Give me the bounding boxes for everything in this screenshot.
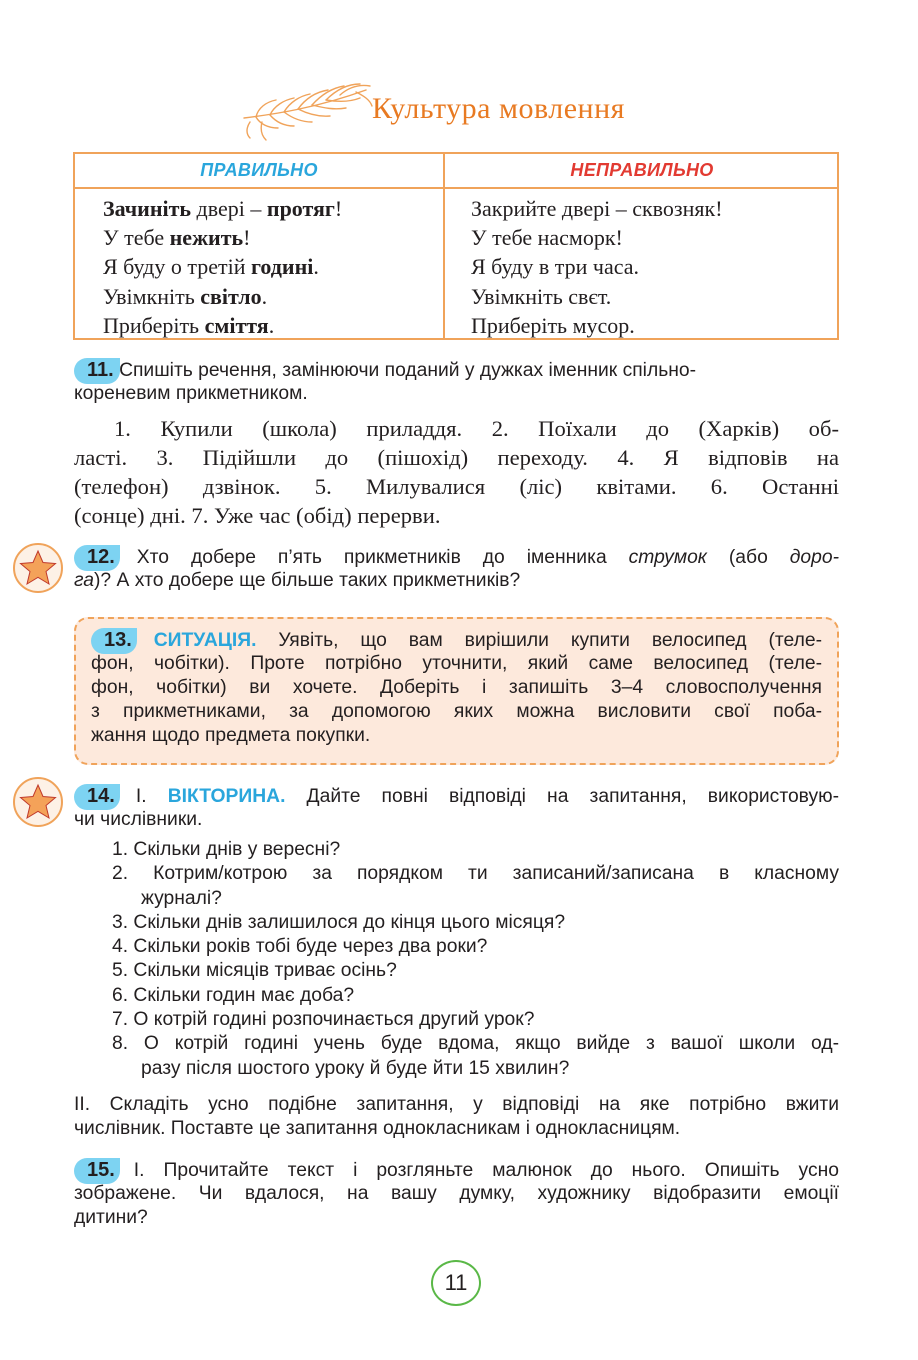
phrase-text: . [313,254,319,280]
situation-label: СИТУАЦІЯ. [153,630,257,651]
exercise-11-task-line-2: кореневим прикметником. [74,383,308,404]
task-text: )? А хто добере ще більше таких прикметників? [94,570,521,591]
incorrect-phrase: Я буду в три часа. [471,254,640,280]
exercise-number: 15. [87,1159,115,1181]
correct-word: сміття [204,312,269,338]
correct-phrase [103,194,342,223]
correct-phrase [103,252,342,281]
quiz-question: разу після шостого уроку й буде йти 15 хвилин? [141,1057,570,1079]
quiz-question: журналі? [141,887,222,909]
phrase-text: Я буду о третій [103,254,251,280]
exercise-15-line: зображене. Чи вдалося, на вашу думку, художнику відобразити емоції [74,1183,839,1204]
task-text: Уявіть, що вам вирішили купити велосипед (теле- [256,630,822,651]
exercise-12-line-2 [74,569,520,593]
task-text: Дайте повні відповіді на запитання, використовую- [285,786,840,807]
table-divider [443,154,445,338]
quiz-question: 8. О котрій годині учень буде вдома, якщо вийде з вашої школи од- [112,1033,839,1055]
exercise-number: 11. [87,359,114,381]
phrase-text: У тебе [103,225,170,251]
quiz-question: 3. Скільки днів залишилося до кінця цього місяця? [112,911,566,933]
column-header-correct: ПРАВИЛЬНО [200,160,318,180]
quiz-question: 2. Котрим/котрою за порядком ти записаний/записана в класному [112,863,839,885]
exercise-number: 13. [104,629,132,651]
correct-phrase [103,282,342,311]
correct-word: нежить [169,225,244,251]
quiz-question: 6. Скільки годин має доба? [112,984,355,1006]
task-text: І. Прочитайте текст і розгляньте малюнок до нього. Опишіть усно [133,1160,839,1181]
task-text: (або [706,547,790,568]
phrase-text: ! [243,225,251,251]
phrase-text: . [261,283,268,309]
incorrect-phrase: У тебе насморк! [471,225,623,251]
exercise-number: 14. [87,785,115,807]
correct-word: годині [250,254,314,280]
exercise-15-line: дитини? [74,1207,148,1228]
exercise-13-line: фон, чобітки). Проте потрібно уточнити, який саме велосипед (теле- [91,653,822,674]
correct-column [103,194,342,340]
phrase-text: Увімкніть [103,283,201,309]
quiz-question: 1. Скільки днів у вересні? [112,839,341,860]
exercise-13-line: з прикметниками, за допомогою яких можна висловити свої поба- [91,701,822,722]
correct-phrase [103,223,342,252]
phrase-text: Приберіть [103,312,205,338]
exercise-13-line-1 [104,628,822,653]
exercise-14-line-1 [87,784,839,809]
quiz-question: 7. О котрій годині розпочинається другий урок? [112,1009,535,1031]
task-text-italic: доро- [789,547,840,568]
phrase-text: . [268,312,275,338]
exercise-14-part2-line: ІІ. Складіть усно подібне запитання, у відповіді на яке потрібно вжити [74,1094,839,1115]
quiz-question: 5. Скільки місяців триває осінь? [112,960,397,982]
part-label: І. [135,786,147,807]
correct-incorrect-table [73,152,839,340]
task-text: Спишіть речення, замінюючи поданий у дужках іменник спільно- [119,360,697,381]
exercise-11-text-line: (телефон) дзвінок. 5. Милувалися (ліс) квітами. 6. Останні [74,474,839,499]
exercise-15-line-1 [87,1158,839,1183]
task-text: Хто добере п’ять прикметників до іменника [136,547,629,568]
exercise-11-text-line: (сонце) дні. 7. Уже час (обід) перерви. [74,503,441,528]
exercise-14-line-2: чи числівники. [74,809,203,830]
incorrect-phrase: Приберіть мусор. [471,312,635,338]
quiz-label: ВІКТОРИНА. [167,786,286,807]
exercise-11-text-line: 1. Купили (школа) приладдя. 2. Поїхали до (Харків) об- [114,416,839,441]
exercise-11-text-line: ласті. 3. Підійшли до (пішохід) переходу. 4. Я відповів на [74,445,839,470]
exercise-13-line: жання щодо предмета покупки. [91,725,371,746]
star-icon [12,542,64,594]
correct-phrase [103,311,342,340]
section-title: Культура мовлення [372,92,625,125]
exercise-11-task-line-1 [87,358,696,383]
correct-word: протяг [266,196,335,221]
task-text-italic: струмок [628,547,707,568]
correct-word: світло [200,283,262,309]
exercise-13-line: фон, чобітки) ви хочете. Доберіть і запишіть 3–4 словосполучення [91,677,822,698]
correct-word: Зачиніть [103,196,192,221]
incorrect-column [471,194,723,340]
column-header-incorrect: НЕПРАВИЛЬНО [570,160,714,180]
incorrect-phrase: Закрийте двері – сквозняк! [471,196,723,221]
phrase-text: ! [334,196,343,221]
quiz-questions [112,838,839,1081]
exercise-12-line-1 [87,545,839,570]
task-text-italic: га [74,570,95,591]
quiz-question: 4. Скільки років тобі буде через два роки? [112,936,488,958]
exercise-number: 12. [87,546,115,568]
phrase-text: двері – [191,196,267,221]
incorrect-phrase: Увімкніть свєт. [471,283,612,309]
exercise-14-part2-line: числівник. Поставте це запитання однокласникам і однокласницям. [74,1118,681,1139]
page-number: 11 [431,1260,481,1306]
star-icon [12,776,64,828]
table-header-divider [75,187,837,189]
